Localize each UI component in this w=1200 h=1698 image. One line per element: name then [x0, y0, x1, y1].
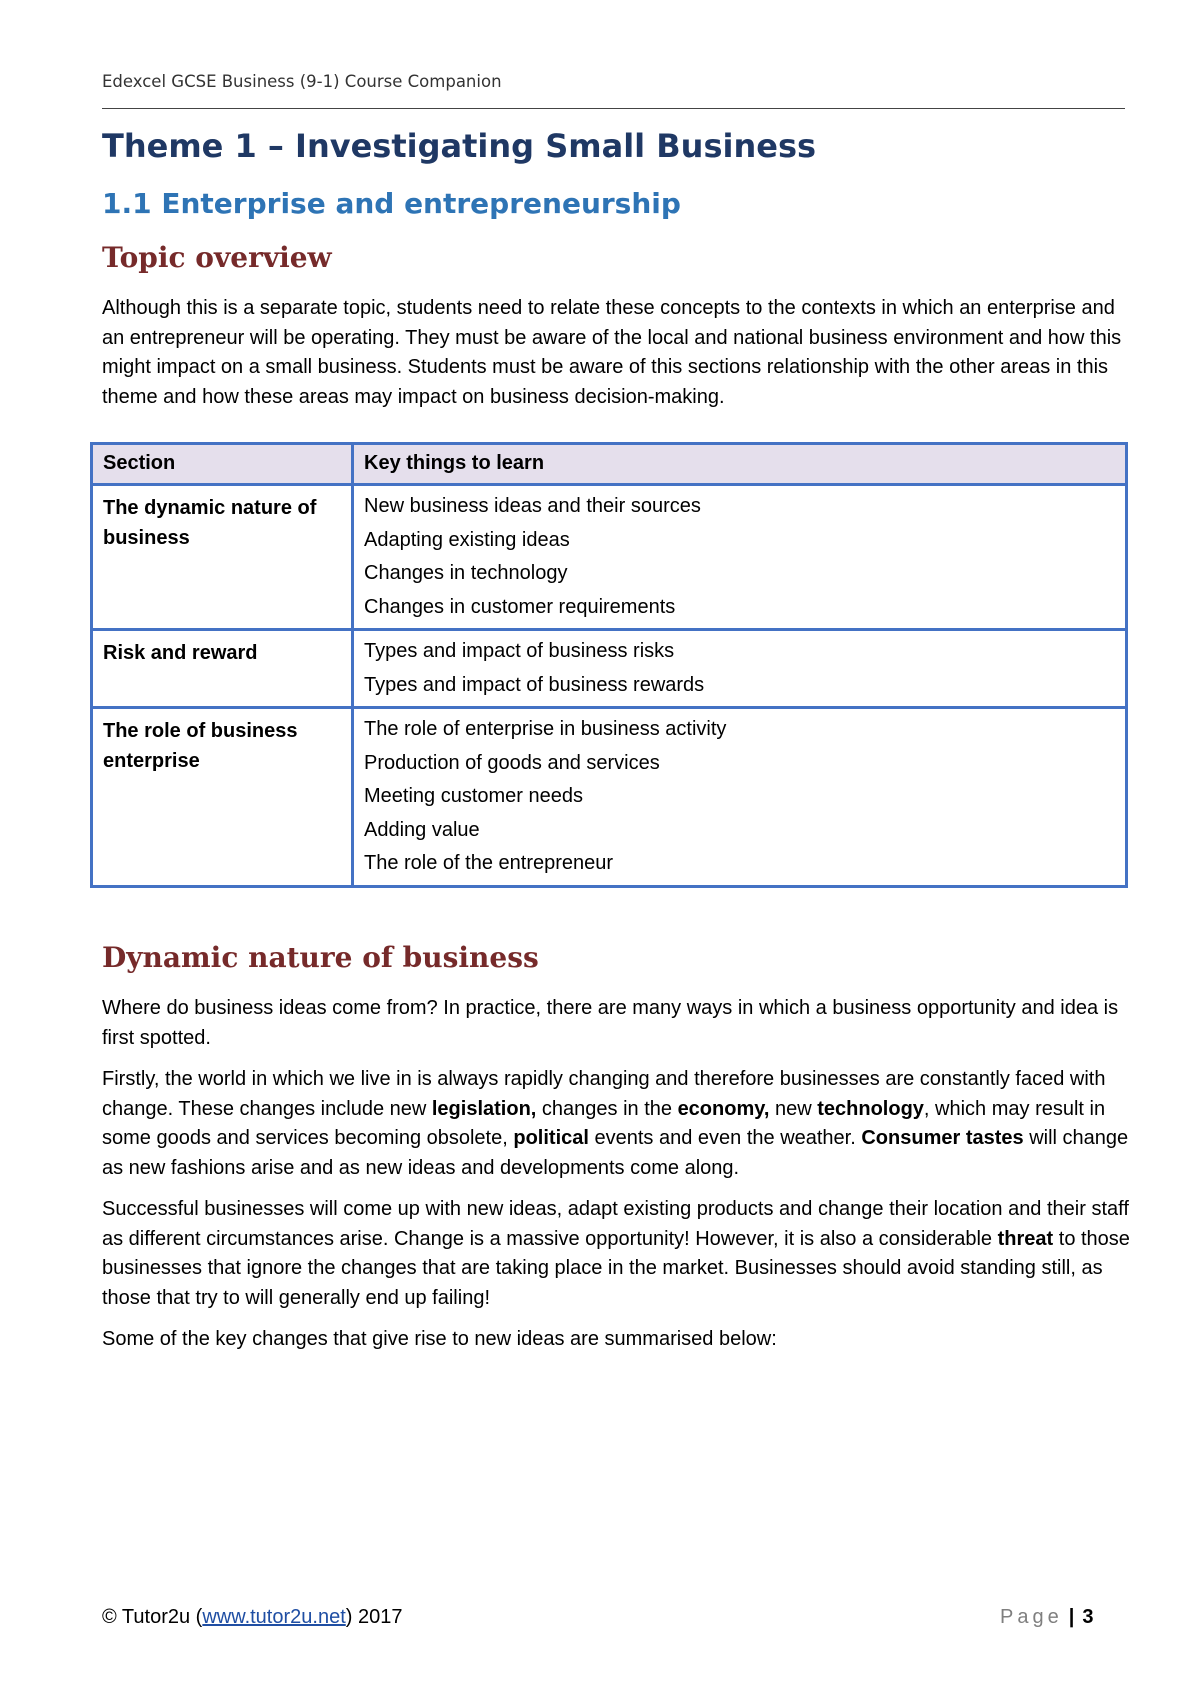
bold-term: Consumer tastes [861, 1127, 1024, 1150]
copyright-prefix: © Tutor2u ( [102, 1606, 203, 1628]
table-header-key-things: Key things to learn [353, 444, 1127, 485]
list-item: Types and impact of business rewards [364, 673, 705, 696]
text-run: changes in the [536, 1097, 678, 1120]
dynamic-nature-heading: Dynamic nature of business [102, 940, 539, 974]
list-item: Changes in technology [364, 562, 568, 585]
text-run: new [769, 1097, 818, 1120]
text-run: Successful businesses will come up with new ideas, adapt existing products and change their location and their staff as different circumstances arise. Change is a massive opportunity! However, it is also a considerable [102, 1198, 1129, 1250]
text-run: , which may result in some goods and services becoming obsolete, [102, 1097, 1106, 1150]
page-content [102, 118, 1132, 1355]
overview-paragraph: Although this is a separate topic, students need to relate these concepts to the contexts in which an enterprise and an entrepreneur will be operating. They must be aware of the local and national business environment and how this might impact on a small business. Students must be aware of this sections relationship with the other areas in this theme and how these areas may impact on business decision-making. [102, 297, 1122, 408]
section-cell: The dynamic nature of business [92, 485, 353, 630]
table-row [92, 630, 1127, 708]
table-row [92, 485, 1127, 630]
running-header: Edexcel GCSE Business (9-1) Course Companion [102, 72, 502, 91]
text-run: will change as new fashions arise and as new ideas and developments come along. [102, 1127, 1129, 1179]
page-number: 3 [1082, 1606, 1094, 1628]
text-run: to those businesses that ignore the changes that are taking place in the market. Businesses should avoid standing still, as those that try to will generally end up failing! [102, 1227, 1130, 1309]
text-run: events and even the weather. [588, 1127, 862, 1150]
bold-term: threat [997, 1227, 1054, 1250]
topics-table [90, 442, 1128, 888]
dynamic-paragraph-4: Some of the key changes that give rise to new ideas are summarised below: [102, 1328, 777, 1351]
table-header-row [92, 444, 1127, 485]
section-cell: Risk and reward [92, 630, 353, 708]
items-cell [353, 630, 1127, 708]
topic-overview-heading: Topic overview [102, 240, 332, 274]
page-number-footer [1000, 1606, 1093, 1629]
list-item: Production of goods and services [364, 751, 660, 774]
page-separator: | [1068, 1606, 1075, 1628]
list-item: The role of enterprise in business activity [364, 718, 727, 741]
bold-term: economy, [677, 1097, 770, 1120]
bold-term: technology [817, 1097, 924, 1120]
bold-term: political [513, 1127, 589, 1150]
dynamic-paragraph-1: Where do business ideas come from? In practice, there are many ways in which a business opportunity and idea is first spotted. [102, 997, 1119, 1049]
table-header-section: Section [92, 444, 353, 485]
bold-term: legislation, [431, 1097, 537, 1120]
list-item: Adding value [364, 818, 480, 841]
tutor2u-link[interactable]: www.tutor2u.net [202, 1606, 346, 1628]
text-run: Firstly, the world in which we live in is always rapidly changing and therefore businesses are constantly faced with change. These changes include new [102, 1068, 1106, 1120]
header-divider [102, 108, 1125, 109]
list-item: New business ideas and their sources [364, 495, 701, 518]
items-cell [353, 485, 1127, 630]
page-label: Page [1000, 1606, 1063, 1628]
list-item: Types and impact of business risks [364, 640, 675, 663]
table-row [92, 708, 1127, 887]
list-item: Adapting existing ideas [364, 528, 570, 551]
copyright-suffix: ) 2017 [345, 1606, 403, 1628]
subtheme-title: 1.1 Enterprise and entrepreneurship [102, 186, 681, 220]
list-item: Changes in customer requirements [364, 595, 676, 618]
dynamic-paragraph-2 [102, 1065, 1132, 1183]
list-item: The role of the entrepreneur [364, 852, 614, 875]
theme-title: Theme 1 – Investigating Small Business [102, 127, 817, 165]
list-item: Meeting customer needs [364, 785, 584, 808]
section-cell: The role of business enterprise [92, 708, 353, 887]
dynamic-paragraph-3 [102, 1195, 1132, 1313]
footer-copyright [102, 1606, 402, 1629]
items-cell [353, 708, 1127, 887]
